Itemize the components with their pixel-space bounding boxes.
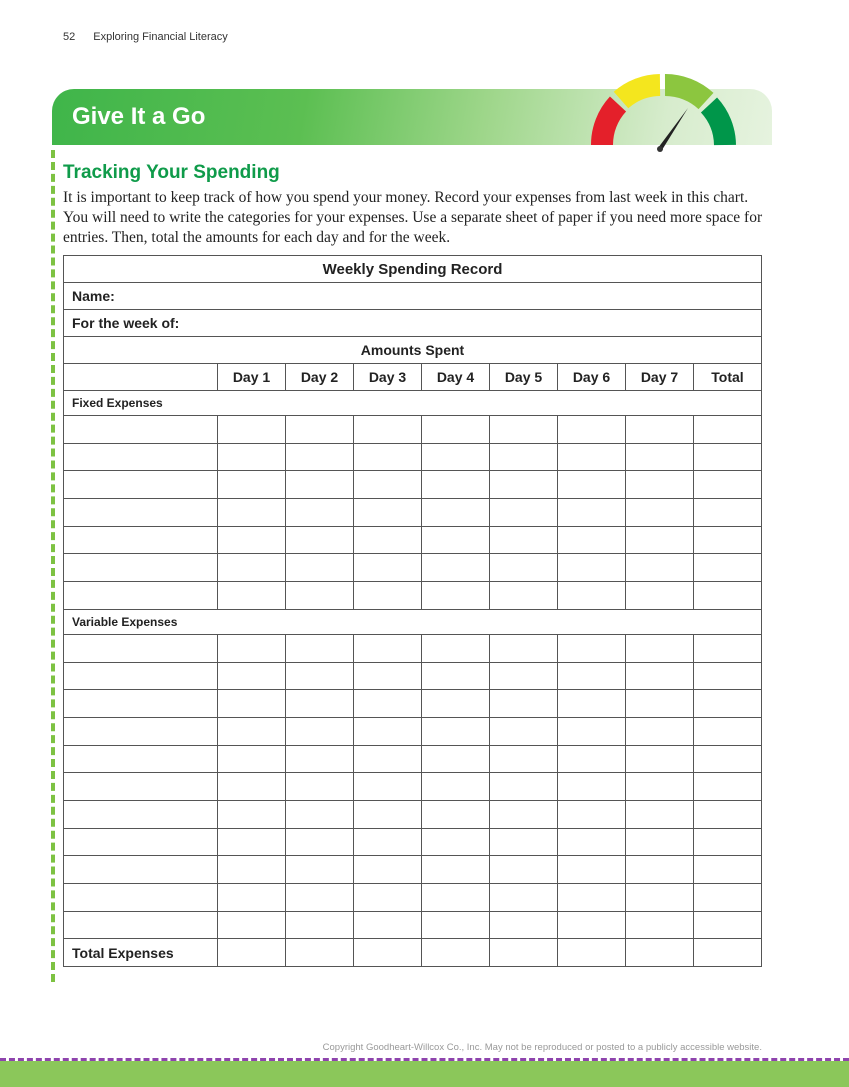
amount-cell[interactable]	[558, 773, 626, 801]
amount-cell[interactable]	[694, 828, 762, 856]
amount-cell[interactable]	[558, 526, 626, 554]
category-cell[interactable]	[64, 828, 218, 856]
amount-cell[interactable]	[558, 884, 626, 912]
amount-cell[interactable]	[354, 828, 422, 856]
amount-cell[interactable]	[422, 773, 490, 801]
amount-cell[interactable]	[422, 554, 490, 582]
amount-cell[interactable]	[354, 554, 422, 582]
amount-cell[interactable]	[626, 443, 694, 471]
category-cell[interactable]	[64, 662, 218, 690]
amount-cell[interactable]	[354, 773, 422, 801]
total-cell[interactable]	[286, 939, 354, 967]
week-field[interactable]: For the week of:	[64, 310, 762, 337]
amount-cell[interactable]	[422, 800, 490, 828]
fixed-expenses-label: Fixed Expenses	[64, 391, 762, 416]
amount-cell[interactable]	[218, 828, 286, 856]
total-cell[interactable]	[694, 939, 762, 967]
amount-cell[interactable]	[422, 690, 490, 718]
amount-cell[interactable]	[694, 717, 762, 745]
expense-row	[64, 911, 762, 939]
amount-cell[interactable]	[422, 443, 490, 471]
amount-cell[interactable]	[558, 443, 626, 471]
amount-cell[interactable]	[558, 856, 626, 884]
amount-cell[interactable]	[354, 416, 422, 444]
column-header: Day 3	[354, 364, 422, 391]
amount-cell[interactable]	[626, 499, 694, 527]
amount-cell[interactable]	[490, 856, 558, 884]
category-cell[interactable]	[64, 443, 218, 471]
amount-cell[interactable]	[490, 911, 558, 939]
amount-cell[interactable]	[218, 443, 286, 471]
amount-cell[interactable]	[626, 800, 694, 828]
total-cell[interactable]	[558, 939, 626, 967]
amount-cell[interactable]	[694, 634, 762, 662]
amount-cell[interactable]	[286, 471, 354, 499]
amount-cell[interactable]	[558, 828, 626, 856]
amount-cell[interactable]	[422, 828, 490, 856]
amount-cell[interactable]	[490, 828, 558, 856]
amount-cell[interactable]	[286, 443, 354, 471]
amount-cell[interactable]	[558, 582, 626, 610]
category-cell[interactable]	[64, 526, 218, 554]
amount-cell[interactable]	[626, 911, 694, 939]
total-cell[interactable]	[490, 939, 558, 967]
amount-cell[interactable]	[490, 662, 558, 690]
amount-cell[interactable]	[558, 911, 626, 939]
category-cell[interactable]	[64, 800, 218, 828]
amount-cell[interactable]	[286, 662, 354, 690]
amount-cell[interactable]	[694, 471, 762, 499]
expense-row	[64, 717, 762, 745]
column-header: Day 4	[422, 364, 490, 391]
column-header: Total	[694, 364, 762, 391]
page-number: 52	[63, 31, 76, 43]
expense-row	[64, 856, 762, 884]
expense-row	[64, 416, 762, 444]
amount-cell[interactable]	[218, 690, 286, 718]
amount-cell[interactable]	[218, 634, 286, 662]
amount-cell[interactable]	[354, 471, 422, 499]
table-title: Weekly Spending Record	[64, 256, 762, 283]
amount-cell[interactable]	[218, 911, 286, 939]
amount-cell[interactable]	[218, 856, 286, 884]
amount-cell[interactable]	[286, 582, 354, 610]
book-title: Exploring Financial Literacy	[93, 31, 228, 43]
expense-row	[64, 828, 762, 856]
amount-cell[interactable]	[490, 526, 558, 554]
amount-cell[interactable]	[218, 717, 286, 745]
amounts-spent-header: Amounts Spent	[64, 337, 762, 364]
expense-row	[64, 526, 762, 554]
amount-cell[interactable]	[354, 911, 422, 939]
expense-row	[64, 690, 762, 718]
amount-cell[interactable]	[626, 554, 694, 582]
amount-cell[interactable]	[354, 526, 422, 554]
amount-cell[interactable]	[354, 582, 422, 610]
amount-cell[interactable]	[490, 499, 558, 527]
amount-cell[interactable]	[626, 416, 694, 444]
amount-cell[interactable]	[286, 634, 354, 662]
amount-cell[interactable]	[354, 443, 422, 471]
amount-cell[interactable]	[694, 499, 762, 527]
amount-cell[interactable]	[490, 554, 558, 582]
amount-cell[interactable]	[286, 828, 354, 856]
copyright: Copyright Goodheart-Willcox Co., Inc. May not be reproduced or posted to a publicly accessible website.	[322, 1042, 762, 1053]
amount-cell[interactable]	[694, 856, 762, 884]
margin-dots	[51, 150, 55, 982]
amount-cell[interactable]	[286, 717, 354, 745]
amount-cell[interactable]	[490, 634, 558, 662]
variable-expenses-label: Variable Expenses	[64, 609, 762, 634]
amount-cell[interactable]	[218, 773, 286, 801]
amount-cell[interactable]	[422, 499, 490, 527]
column-header: Day 2	[286, 364, 354, 391]
amount-cell[interactable]	[218, 800, 286, 828]
amount-cell[interactable]	[490, 717, 558, 745]
total-expenses-label: Total Expenses	[64, 939, 218, 967]
amount-cell[interactable]	[354, 800, 422, 828]
amount-cell[interactable]	[286, 554, 354, 582]
amount-cell[interactable]	[218, 662, 286, 690]
amount-cell[interactable]	[694, 911, 762, 939]
amount-cell[interactable]	[558, 416, 626, 444]
category-cell[interactable]	[64, 634, 218, 662]
amount-cell[interactable]	[422, 662, 490, 690]
amount-cell[interactable]	[626, 773, 694, 801]
amount-cell[interactable]	[626, 690, 694, 718]
amount-cell[interactable]	[422, 911, 490, 939]
total-cell[interactable]	[422, 939, 490, 967]
amount-cell[interactable]	[490, 690, 558, 718]
amount-cell[interactable]	[626, 526, 694, 554]
expense-row	[64, 582, 762, 610]
expense-row	[64, 443, 762, 471]
amount-cell[interactable]	[558, 634, 626, 662]
expense-row	[64, 634, 762, 662]
amount-cell[interactable]	[558, 662, 626, 690]
amount-cell[interactable]	[490, 773, 558, 801]
amount-cell[interactable]	[286, 800, 354, 828]
amount-cell[interactable]	[286, 745, 354, 773]
expense-row	[64, 554, 762, 582]
amount-cell[interactable]	[218, 416, 286, 444]
amount-cell[interactable]	[286, 499, 354, 527]
amount-cell[interactable]	[286, 773, 354, 801]
intro-text: It is important to keep track of how you spend your money. Record your expenses from last week in this chart. You will need to write the categories for your expenses. Use a separate sheet of paper if you need more space for entries. Then, total the amounts for each day and for the week.	[63, 189, 763, 246]
amount-cell[interactable]	[490, 443, 558, 471]
banner-title: Give It a Go	[72, 103, 206, 130]
amount-cell[interactable]	[218, 499, 286, 527]
amount-cell[interactable]	[626, 662, 694, 690]
amount-cell[interactable]	[694, 554, 762, 582]
amount-cell[interactable]	[490, 471, 558, 499]
category-cell[interactable]	[64, 690, 218, 718]
running-header	[63, 31, 246, 43]
amount-cell[interactable]	[490, 745, 558, 773]
amount-cell[interactable]	[558, 690, 626, 718]
gauge-icon	[588, 70, 738, 160]
amount-cell[interactable]	[490, 416, 558, 444]
amount-cell[interactable]	[354, 856, 422, 884]
category-cell[interactable]	[64, 554, 218, 582]
column-header: Day 1	[218, 364, 286, 391]
amount-cell[interactable]	[286, 856, 354, 884]
expense-row	[64, 745, 762, 773]
amount-cell[interactable]	[354, 662, 422, 690]
expense-row	[64, 800, 762, 828]
weekly-spending-table	[63, 255, 762, 967]
amount-cell[interactable]	[694, 773, 762, 801]
blank-header	[64, 364, 218, 391]
category-cell[interactable]	[64, 911, 218, 939]
column-header: Day 6	[558, 364, 626, 391]
amount-cell[interactable]	[626, 634, 694, 662]
amount-cell[interactable]	[558, 717, 626, 745]
expense-row	[64, 773, 762, 801]
amount-cell[interactable]	[626, 582, 694, 610]
category-cell[interactable]	[64, 499, 218, 527]
category-cell[interactable]	[64, 856, 218, 884]
amount-cell[interactable]	[626, 471, 694, 499]
amount-cell[interactable]	[558, 499, 626, 527]
amount-cell[interactable]	[694, 884, 762, 912]
amount-cell[interactable]	[558, 800, 626, 828]
amount-cell[interactable]	[558, 745, 626, 773]
amount-cell[interactable]	[694, 662, 762, 690]
category-cell[interactable]	[64, 745, 218, 773]
total-cell[interactable]	[626, 939, 694, 967]
amount-cell[interactable]	[694, 443, 762, 471]
amount-cell[interactable]	[218, 582, 286, 610]
total-cell[interactable]	[354, 939, 422, 967]
expense-row	[64, 499, 762, 527]
category-cell[interactable]	[64, 416, 218, 444]
column-header: Day 5	[490, 364, 558, 391]
amount-cell[interactable]	[218, 554, 286, 582]
amount-cell[interactable]	[354, 884, 422, 912]
amount-cell[interactable]	[490, 582, 558, 610]
amount-cell[interactable]	[422, 582, 490, 610]
amount-cell[interactable]	[626, 717, 694, 745]
expense-row	[64, 662, 762, 690]
amount-cell[interactable]	[694, 416, 762, 444]
amount-cell[interactable]	[354, 717, 422, 745]
amount-cell[interactable]	[422, 717, 490, 745]
amount-cell[interactable]	[422, 526, 490, 554]
amount-cell[interactable]	[422, 416, 490, 444]
amount-cell[interactable]	[218, 526, 286, 554]
amount-cell[interactable]	[558, 554, 626, 582]
amount-cell[interactable]	[490, 884, 558, 912]
name-field[interactable]: Name:	[64, 283, 762, 310]
amount-cell[interactable]	[286, 526, 354, 554]
amount-cell[interactable]	[694, 800, 762, 828]
amount-cell[interactable]	[626, 884, 694, 912]
amount-cell[interactable]	[286, 884, 354, 912]
column-header: Day 7	[626, 364, 694, 391]
amount-cell[interactable]	[354, 499, 422, 527]
category-cell[interactable]	[64, 773, 218, 801]
amount-cell[interactable]	[286, 416, 354, 444]
amount-cell[interactable]	[694, 526, 762, 554]
amount-cell[interactable]	[626, 745, 694, 773]
category-cell[interactable]	[64, 471, 218, 499]
expense-row	[64, 471, 762, 499]
amount-cell[interactable]	[694, 582, 762, 610]
amount-cell[interactable]	[490, 800, 558, 828]
amount-cell[interactable]	[422, 856, 490, 884]
amount-cell[interactable]	[422, 471, 490, 499]
section-title: Tracking Your Spending	[63, 162, 280, 183]
amount-cell[interactable]	[218, 745, 286, 773]
amount-cell[interactable]	[354, 745, 422, 773]
footer-band	[0, 1061, 849, 1087]
amount-cell[interactable]	[422, 634, 490, 662]
amount-cell[interactable]	[218, 884, 286, 912]
category-cell[interactable]	[64, 717, 218, 745]
total-cell[interactable]	[218, 939, 286, 967]
amount-cell[interactable]	[626, 828, 694, 856]
category-cell[interactable]	[64, 582, 218, 610]
amount-cell[interactable]	[286, 690, 354, 718]
amount-cell[interactable]	[694, 690, 762, 718]
amount-cell[interactable]	[354, 690, 422, 718]
amount-cell[interactable]	[422, 745, 490, 773]
amount-cell[interactable]	[286, 911, 354, 939]
amount-cell[interactable]	[354, 634, 422, 662]
amount-cell[interactable]	[626, 856, 694, 884]
amount-cell[interactable]	[694, 745, 762, 773]
amount-cell[interactable]	[558, 471, 626, 499]
category-cell[interactable]	[64, 884, 218, 912]
expense-row	[64, 884, 762, 912]
amount-cell[interactable]	[218, 471, 286, 499]
amount-cell[interactable]	[422, 884, 490, 912]
